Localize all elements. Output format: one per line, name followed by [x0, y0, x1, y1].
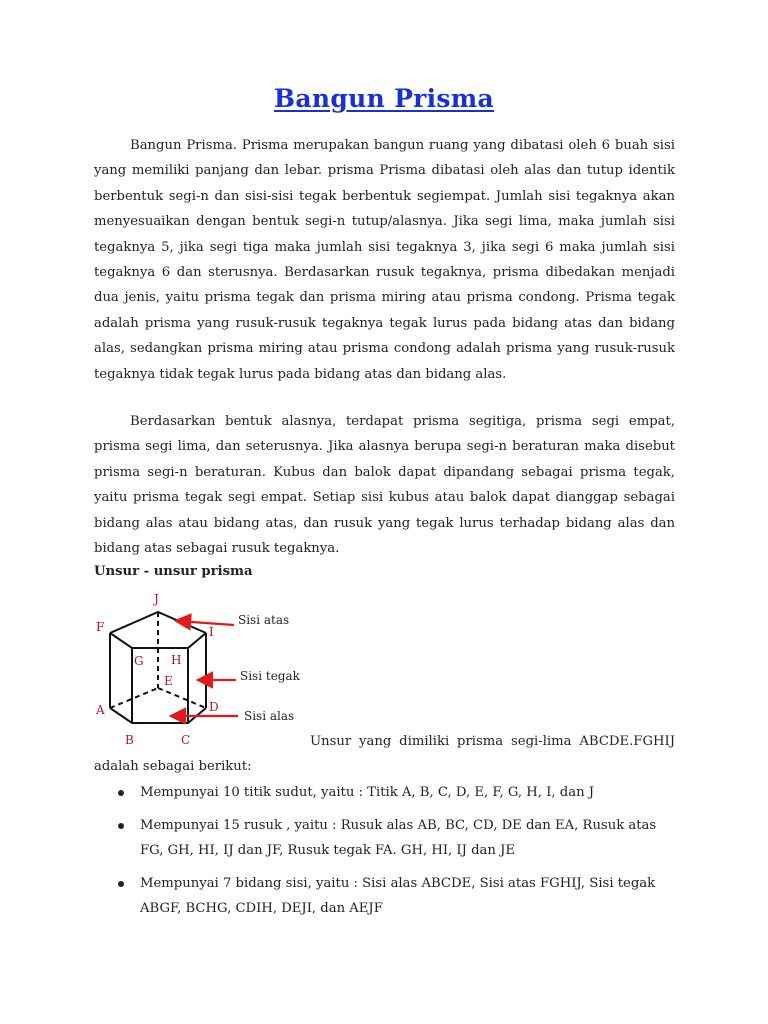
vertex-label-h: H: [171, 653, 182, 667]
paragraph-intro: Bangun Prisma. Prisma merupakan bangun ruang yang dibatasi oleh 6 buah sisi yang memiliki panjang dan lebar. prisma Prisma dibatasi oleh alas dan tutup identik berbentuk segi-n dan sisi-sisi tegak berbentuk segiempat. Jumlah sisi tegaknya akan menyesuaikan dengan bentuk segi-n tutup/alasnya. Jika segi lima, maka jumlah sisi tegaknya 5, jika segi tiga maka jumlah sisi tegaknya 3, jika segi 6 maka jumlah sisi tegaknya 6 dan sterusnya. Berdasarkan rusuk tegaknya, prisma dibedakan menjadi dua jenis, yaitu prisma tegak dan prisma miring atau prisma condong. Prisma tegak adalah prisma yang rusuk-rusuk tegaknya tegak lurus pada bidang atas dan bidang alas, sedangkan prisma miring atau prisma condong adalah prisma yang rusuk-rusuk tegaknya tidak tegak lurus pada bidang atas dan bidang alas.: [94, 138, 675, 382]
elements-intro: [94, 729, 675, 780]
list-item: [94, 871, 675, 922]
section-heading: Unsur - unsur prisma: [94, 564, 253, 579]
vertex-label-j: J: [154, 592, 159, 606]
intro-line-2: adalah sebagai berikut:: [94, 759, 252, 775]
callout-base-face: Sisi alas: [244, 709, 295, 723]
callout-top-face: Sisi atas: [238, 613, 290, 627]
vertex-label-d: D: [209, 700, 219, 714]
vertex-label-e: E: [164, 674, 173, 688]
bullet-icon: [118, 823, 124, 829]
list-item: [94, 813, 675, 864]
list-item-text: Mempunyai 10 titik sudut, yaitu : Titik A, B, C, D, E, F, G, H, I, dan J: [140, 785, 595, 800]
page-title: Bangun Prisma: [273, 84, 495, 113]
vertex-label-c: C: [181, 733, 191, 747]
vertex-label-a: A: [96, 703, 105, 717]
bullet-icon: [118, 790, 124, 796]
bullet-icon: [118, 881, 124, 887]
vertex-label-b: B: [125, 733, 134, 747]
vertex-label-g: G: [134, 654, 144, 668]
elements-list: [94, 780, 675, 929]
list-item: [94, 780, 675, 806]
intro-line-1: Unsur yang dimiliki prisma segi-lima ABCDE.FGHIJ: [310, 734, 675, 749]
list-item-text: Mempunyai 15 rusuk , yaitu : Rusuk alas AB, BC, CD, DE dan EA, Rusuk atas FG, GH, HI, IJ dan JF, Rusuk tegak FA. GH, HI, IJ dan JE: [140, 817, 657, 859]
vertex-label-i: I: [209, 625, 214, 639]
vertex-label-f: F: [96, 620, 105, 634]
list-item-text: Mempunyai 7 bidang sisi, yaitu : Sisi alas ABCDE, Sisi atas FGHIJ, Sisi tegak ABGF, BCHG, CDIH, DEJI, dan AEJF: [140, 875, 656, 917]
paragraph-types: Berdasarkan bentuk alasnya, terdapat prisma segitiga, prisma segi empat, prisma segi lima, dan seterusnya. Jika alasnya berupa segi-n beraturan maka disebut prisma segi-n beraturan. Kubus dan balok dapat dipandang sebagai prisma tegak, yaitu prisma tegak segi empat. Setiap sisi kubus atau balok dapat dianggap sebagai bidang alas atau bidang atas, dan rusuk yang tegak lurus terhadap bidang alas dan bidang atas sebagai rusuk tegaknya.: [94, 414, 675, 557]
callout-side-face: Sisi tegak: [240, 669, 300, 683]
